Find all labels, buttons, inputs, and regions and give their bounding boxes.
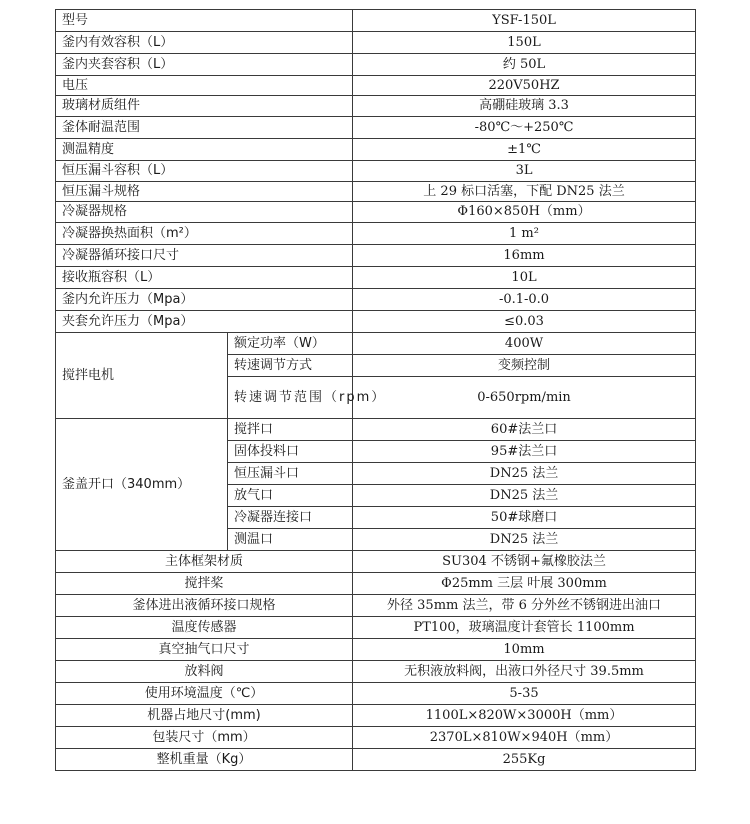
lid-row [56, 419, 696, 441]
lid-item-label: 恒压漏斗口 [228, 463, 353, 485]
spec-value: YSF-150L [353, 10, 696, 32]
spec-value: 16mm [353, 245, 696, 267]
motor-row [56, 333, 696, 355]
spec-row [56, 161, 696, 182]
spec-value: 2370L×810W×940H（mm） [353, 727, 696, 749]
spec-row [56, 573, 696, 595]
spec-row [56, 10, 696, 32]
spec-row [56, 139, 696, 161]
motor-item-label: 转速调节范围（rpm） [228, 377, 353, 419]
spec-label: 玻璃材质组件 [56, 96, 353, 117]
lid-item-value: 60#法兰口 [353, 419, 696, 441]
spec-row [56, 76, 696, 96]
spec-label: 使用环境温度（℃） [56, 683, 353, 705]
spec-row [56, 223, 696, 245]
spec-row [56, 245, 696, 267]
spec-label: 放料阀 [56, 661, 353, 683]
spec-value: 无积液放料阀，出液口外径尺寸 39.5mm [353, 661, 696, 683]
spec-value: ≤0.03 [353, 311, 696, 333]
spec-row [56, 32, 696, 54]
lid-item-label: 固体投料口 [228, 441, 353, 463]
spec-row [56, 705, 696, 727]
spec-label: 釜内夹套容积（L） [56, 54, 353, 76]
spec-value: 高硼硅玻璃 3.3 [353, 96, 696, 117]
spec-value: 3L [353, 161, 696, 182]
spec-value: Φ25mm 三层 叶展 300mm [353, 573, 696, 595]
spec-label: 整机重量（Kg） [56, 749, 353, 771]
lid-item-value: DN25 法兰 [353, 463, 696, 485]
spec-value: 1100L×820W×3000H（mm） [353, 705, 696, 727]
spec-label: 冷凝器循环接口尺寸 [56, 245, 353, 267]
spec-row [56, 683, 696, 705]
spec-row [56, 595, 696, 617]
spec-value: 约 50L [353, 54, 696, 76]
spec-label: 包装尺寸（mm） [56, 727, 353, 749]
spec-label: 釜体进出液循环接口规格 [56, 595, 353, 617]
spec-label: 主体框架材质 [56, 551, 353, 573]
spec-value: -80℃～+250℃ [353, 117, 696, 139]
spec-value: 外径 35mm 法兰，带 6 分外丝不锈钢进出油口 [353, 595, 696, 617]
motor-item-label: 额定功率（W） [228, 333, 353, 355]
spec-value: 上 29 标口活塞，下配 DN25 法兰 [353, 182, 696, 202]
motor-item-value: 0-650rpm/min [353, 377, 696, 419]
lid-item-label: 放气口 [228, 485, 353, 507]
lid-item-label: 搅拌口 [228, 419, 353, 441]
spec-label: 恒压漏斗容积（L） [56, 161, 353, 182]
spec-label: 釜体耐温范围 [56, 117, 353, 139]
motor-item-value: 变频控制 [353, 355, 696, 377]
spec-label: 型号 [56, 10, 353, 32]
spec-label: 冷凝器换热面积（m²） [56, 223, 353, 245]
spec-row [56, 661, 696, 683]
lid-item-label: 冷凝器连接口 [228, 507, 353, 529]
spec-label: 釜内允许压力（Mpa） [56, 289, 353, 311]
spec-value: Φ160×850H（mm） [353, 202, 696, 223]
spec-label: 测温精度 [56, 139, 353, 161]
spec-row [56, 96, 696, 117]
spec-row [56, 639, 696, 661]
lid-item-label: 测温口 [228, 529, 353, 551]
spec-row [56, 311, 696, 333]
spec-label: 搅拌桨 [56, 573, 353, 595]
motor-item-label: 转速调节方式 [228, 355, 353, 377]
spec-row [56, 182, 696, 202]
spec-label: 机器占地尺寸(mm) [56, 705, 353, 727]
spec-label: 夹套允许压力（Mpa） [56, 311, 353, 333]
spec-value: 10mm [353, 639, 696, 661]
spec-label: 接收瓶容积（L） [56, 267, 353, 289]
spec-row [56, 202, 696, 223]
motor-group-label: 搅拌电机 [56, 333, 228, 419]
spec-row [56, 727, 696, 749]
spec-value: ±1℃ [353, 139, 696, 161]
spec-value: -0.1-0.0 [353, 289, 696, 311]
spec-label: 冷凝器规格 [56, 202, 353, 223]
spec-label: 真空抽气口尺寸 [56, 639, 353, 661]
spec-value: 220V50HZ [353, 76, 696, 96]
spec-value: 5-35 [353, 683, 696, 705]
spec-label: 釜内有效容积（L） [56, 32, 353, 54]
spec-row [56, 749, 696, 771]
spec-table [55, 9, 696, 771]
spec-row [56, 289, 696, 311]
spec-label: 温度传感器 [56, 617, 353, 639]
spec-row [56, 267, 696, 289]
lid-item-value: DN25 法兰 [353, 485, 696, 507]
lid-item-value: 50#球磨口 [353, 507, 696, 529]
spec-row [56, 117, 696, 139]
spec-value: SU304 不锈钢+氟橡胶法兰 [353, 551, 696, 573]
spec-value: 150L [353, 32, 696, 54]
lid-group-label: 釜盖开口（340mm） [56, 419, 228, 551]
spec-value: PT100，玻璃温度计套管长 1100mm [353, 617, 696, 639]
spec-row [56, 551, 696, 573]
spec-value: 1 m² [353, 223, 696, 245]
lid-item-value: 95#法兰口 [353, 441, 696, 463]
spec-value: 255Kg [353, 749, 696, 771]
spec-label: 恒压漏斗规格 [56, 182, 353, 202]
lid-item-value: DN25 法兰 [353, 529, 696, 551]
spec-value: 10L [353, 267, 696, 289]
spec-row [56, 54, 696, 76]
motor-item-value: 400W [353, 333, 696, 355]
spec-label: 电压 [56, 76, 353, 96]
spec-row [56, 617, 696, 639]
